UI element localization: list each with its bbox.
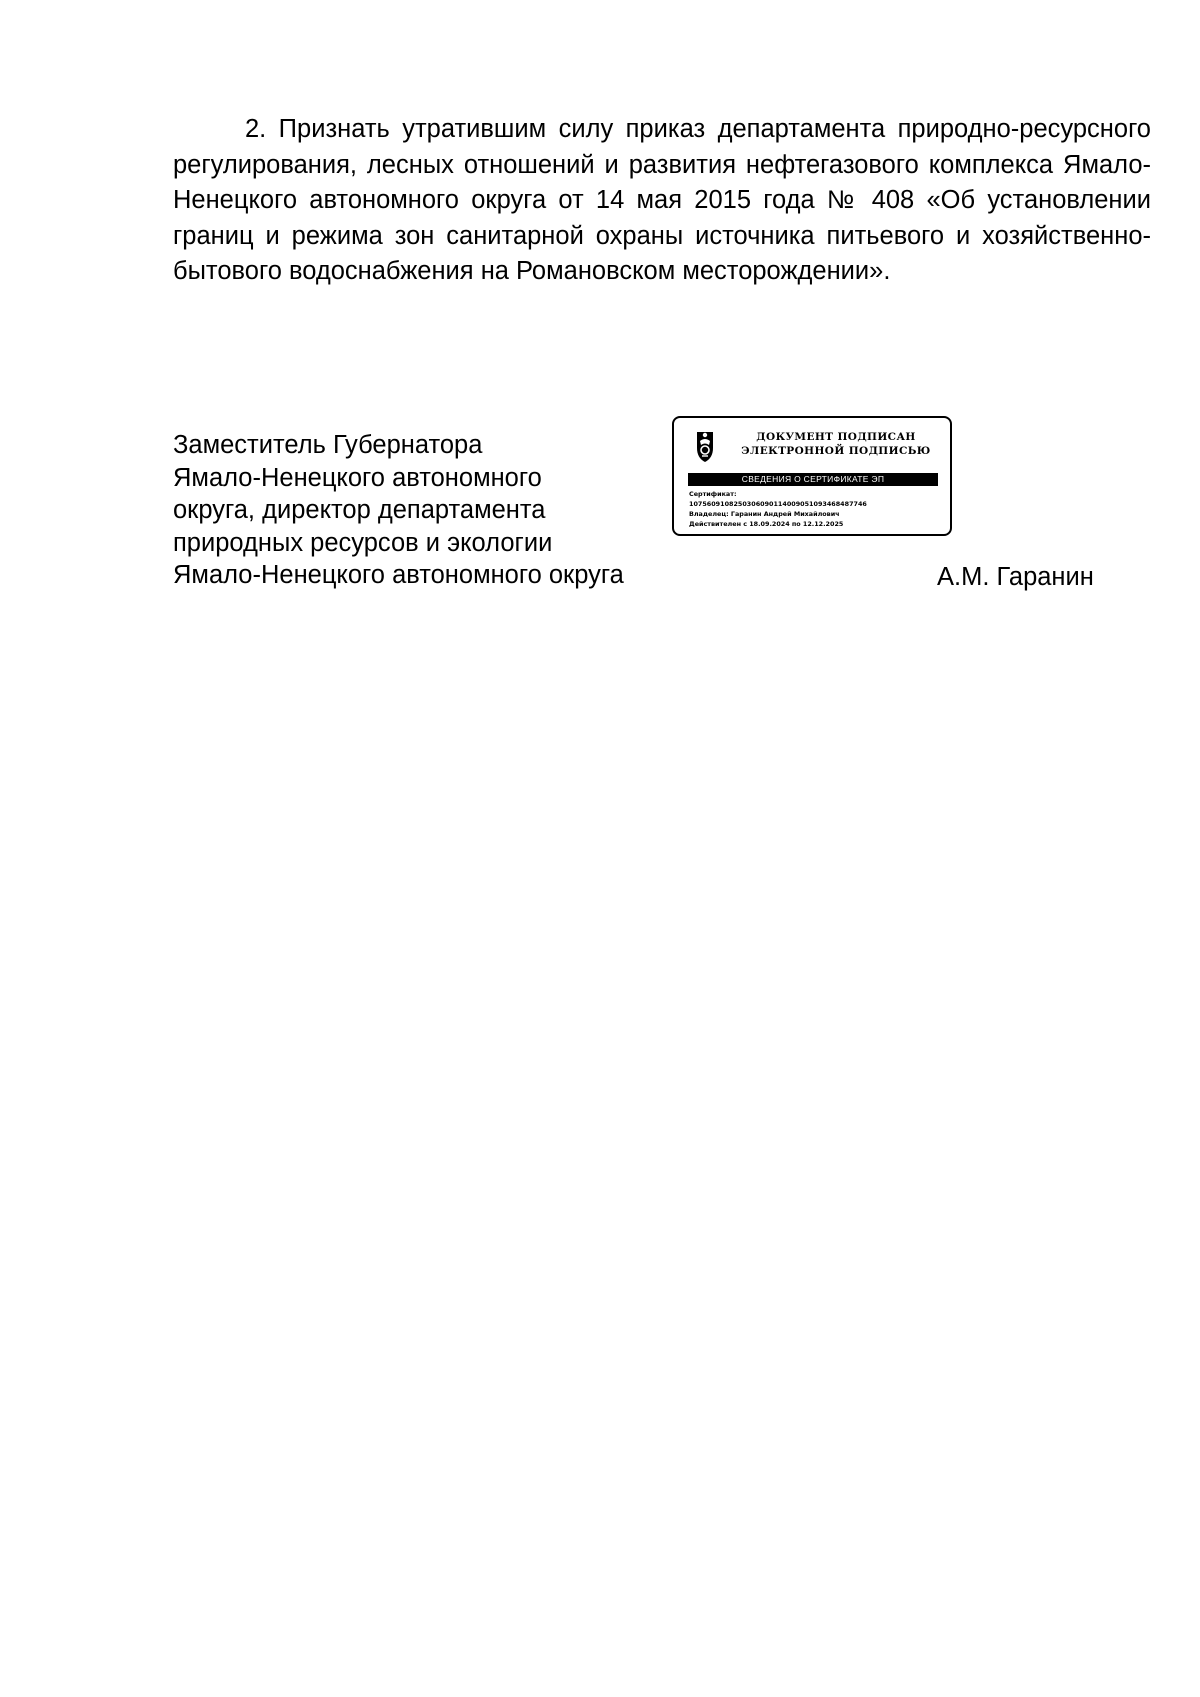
signatory-title [173, 429, 693, 592]
body-paragraph: 2. Признать утратившим силу приказ департамента природно-ресурсного регулирования, лесных отношений и развития нефтегазового комплекса Ямало-Ненецкого автономного округа от 14 мая 2015 года № 408 «Об установлении границ и режима зон санитарной охраны источника питьевого и хозяйственно-бытового водоснабжения на Романовском месторождении». [173, 115, 1151, 286]
signatory-title-line: Ямало-Ненецкого автономного [173, 463, 542, 492]
stamp-heading-line: ЭЛЕКТРОННОЙ ПОДПИСЬЮ [741, 445, 931, 457]
electronic-signature-stamp [672, 416, 952, 536]
certificate-validity: Действителен с 18.09.2024 по 12.12.2025 [689, 520, 844, 528]
stamp-certificate-info [689, 489, 944, 529]
yamal-coat-of-arms-icon [694, 429, 716, 463]
certificate-owner: Владелец: Гаранин Андрей Михайлович [689, 510, 840, 518]
signatory-title-line: Заместитель Губернатора [173, 431, 483, 459]
signatory-title-line: округа, директор департамента [173, 496, 546, 525]
stamp-certificate-bar: СВЕДЕНИЯ О СЕРТИФИКАТЕ ЭП [688, 473, 938, 486]
signatory-title-line: природных ресурсов и экологии [173, 528, 553, 557]
signatory-name: А.М. Гаранин [937, 563, 1094, 591]
certificate-number: 1075609108250306090114009051093468487746 [689, 500, 867, 508]
signatory-title-line: Ямало-Ненецкого автономного округа [173, 561, 624, 590]
certificate-label: Сертификат: [689, 490, 737, 498]
stamp-heading-line: ДОКУМЕНТ ПОДПИСАН [756, 431, 916, 443]
stamp-heading [726, 430, 946, 458]
